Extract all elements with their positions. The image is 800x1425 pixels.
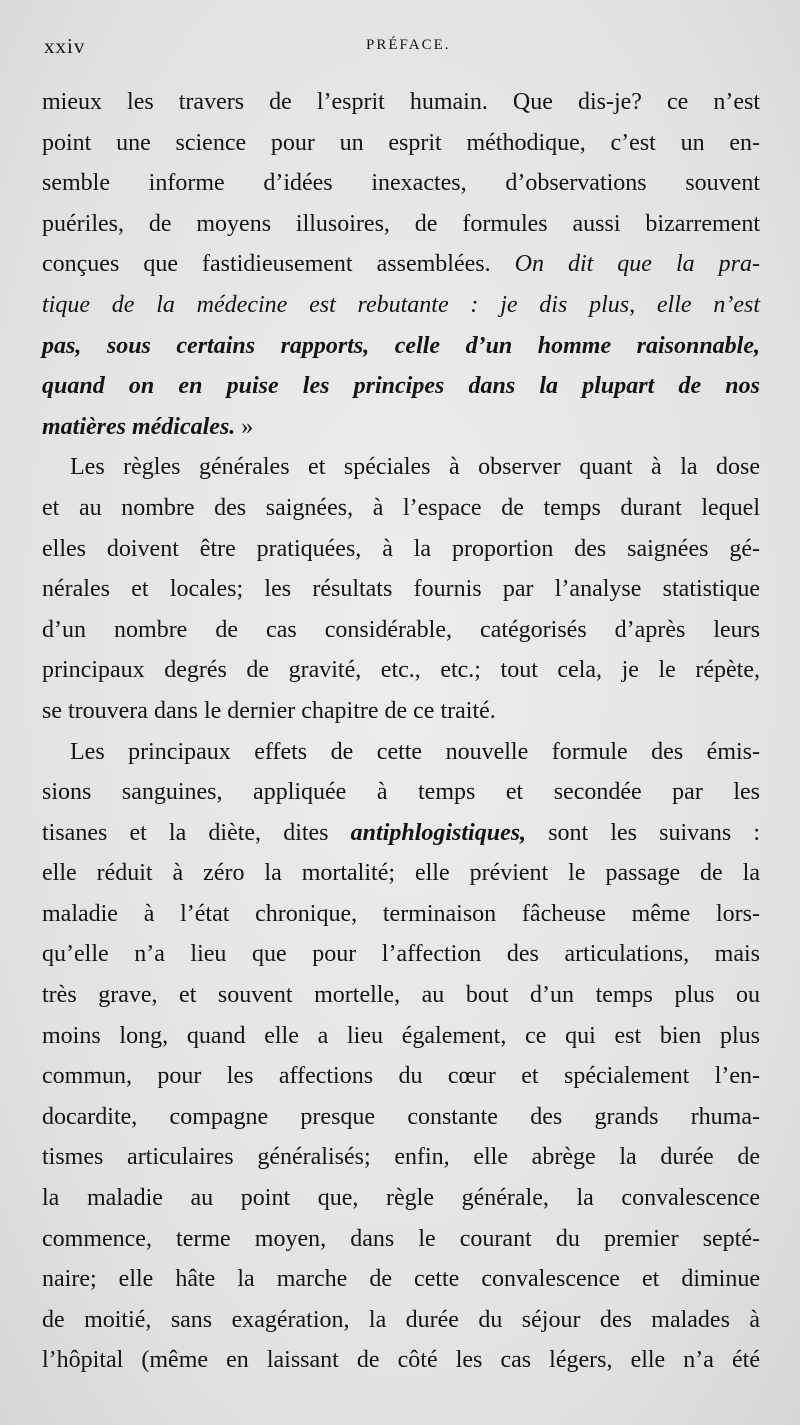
paragraph-start: Les règles générales et spéciales à observer quant à la dose [70,454,760,481]
text-line: matières médicales. » [42,413,254,440]
text-line: docardite, compagne presque constante des grands rhuma- [42,1103,760,1130]
text-line-italic: tique de la médecine est rebutante : je dis plus, elle n’est [42,291,760,318]
text-line: sions sanguines, appliquée à temps et secondée par les [42,779,760,806]
text-line: et au nombre des saignées, à l’espace de temps durant lequel [42,494,760,521]
text-line: conçues que fastidieusement assemblées. On dit que la pra- [42,251,760,278]
text-line: nérales et locales; les résultats fournis par l’analyse statistique [42,576,760,603]
text-line: commun, pour les affections du cœur et spécialement l’en- [42,1063,760,1090]
text-line-italic: quand on en puise les principes dans la plupart de nos [42,373,760,400]
text-line: l’hôpital (même en laissant de côté les cas légers, elle n’a été [42,1347,760,1374]
text-line: maladie à l’état chronique, terminaison fâcheuse même lors- [42,900,760,927]
text-line: de moitié, sans exagération, la durée du séjour des malades à [42,1306,760,1333]
text-line: très grave, et souvent mortelle, au bout d’un temps plus ou [42,982,760,1009]
text-line: d’un nombre de cas considérable, catégorisés d’après leurs [42,616,760,643]
text-line: puériles, de moyens illusoires, de formules aussi bizarrement [42,210,760,237]
text-line: tisanes et la diète, dites antiphlogistiques, sont les suivans : [42,819,760,846]
text-line: semble informe d’idées inexactes, d’observations souvent [42,170,760,197]
text-line: tismes articulaires généralisés; enfin, elle abrège la durée de [42,1144,760,1171]
text-line: qu’elle n’a lieu que pour l’affection des articulations, mais [42,941,760,968]
text-line: moins long, quand elle a lieu également, ce qui est bien plus [42,1022,760,1049]
page-header [44,34,760,64]
text-line: elles doivent être pratiquées, à la proportion des saignées gé- [42,535,760,562]
paragraph-start: Les principaux effets de cette nouvelle formule des émis- [70,738,760,765]
text-line: se trouvera dans le dernier chapitre de ce traité. [42,697,496,724]
text-line: naire; elle hâte la marche de cette convalescence et diminue [42,1266,760,1293]
text-line-italic: pas, sous certains rapports, celle d’un homme raisonnable, [42,332,760,359]
text-line: elle réduit à zéro la mortalité; elle prévient le passage de la [42,860,760,887]
italic-quote: On dit que la pra- [514,251,760,278]
body-text [42,82,760,1381]
text-line: mieux les travers de l’esprit humain. Que dis-je? ce n’est [42,89,760,115]
text-line: commence, terme moyen, dans le courant du premier septé- [42,1225,760,1252]
running-title: PRÉFACE. [366,37,451,53]
page-number: xxiv [44,34,86,58]
text-line: point une science pour un esprit méthodique, c’est un en- [42,129,760,156]
text-line: la maladie au point que, règle générale, la convalescence [42,1185,760,1212]
italic-term: antiphlogistiques, [350,819,527,846]
text-line: principaux degrés de gravité, etc., etc.; tout cela, je le répète, [42,657,760,684]
